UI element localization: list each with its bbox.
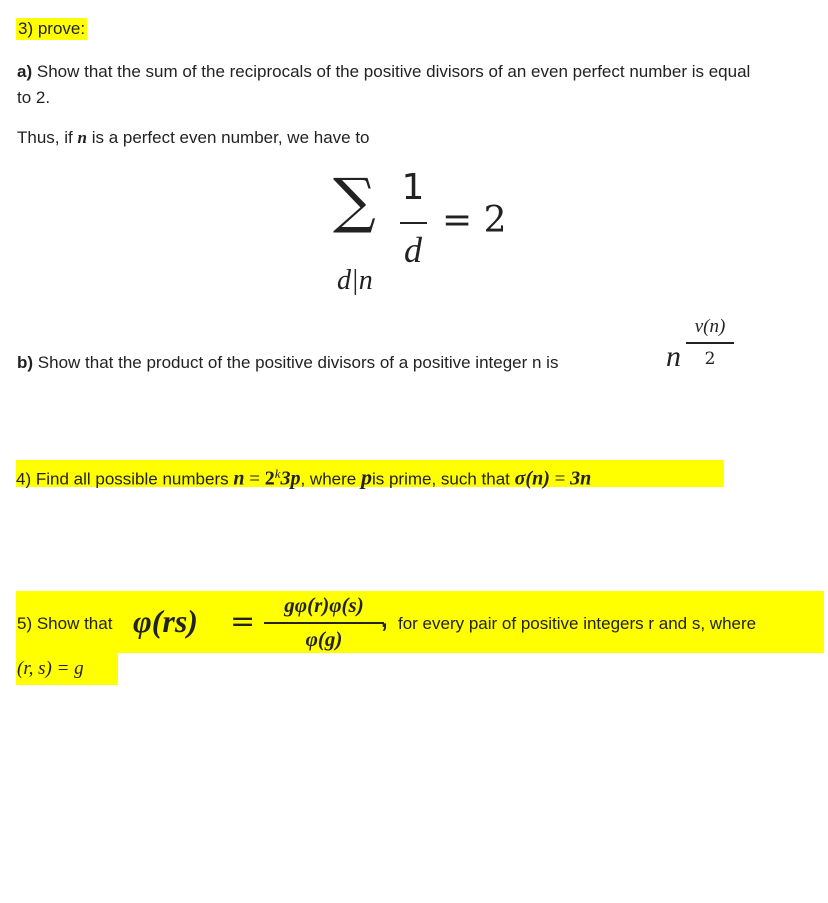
thus-variable-n: n — [77, 128, 87, 147]
sum-fraction-bar — [400, 222, 427, 224]
sum-numerator: 1 — [401, 167, 425, 208]
part-a-text-line2: to 2. — [17, 88, 51, 107]
part-b-line — [17, 352, 558, 374]
thus-suffix: is a perfect even number, we have to — [91, 128, 370, 147]
problem-5-lhs: φ(rs) — [133, 603, 198, 639]
problem-5-suffix: for every pair of positive integers r and s, where — [398, 614, 757, 633]
problem-4 — [16, 460, 724, 490]
problem-4-eq2: = — [549, 468, 571, 490]
sum-equals-two: = 2 — [442, 200, 507, 241]
part-a-text-line1: Show that the sum of the reciprocals of the positive divisors of an even perfect number is equal — [36, 62, 751, 81]
problem-3-heading-text: 3) prove: — [18, 19, 86, 38]
problem-5-fraction-bar — [264, 622, 384, 624]
problem-4-middle: is prime, such that — [371, 469, 510, 489]
thus-prefix: Thus, if — [17, 128, 73, 147]
part-a-line2 — [17, 87, 50, 109]
part-b-base-n: n — [666, 340, 681, 373]
sigma-symbol: ∑ — [333, 166, 376, 236]
problem-4-3p: 3p — [280, 467, 301, 490]
part-b-label: b) — [17, 353, 34, 372]
problem-4-p: p — [360, 464, 372, 490]
problem-4-prefix: 4) Find all possible numbers — [16, 469, 229, 489]
part-a-line1 — [17, 61, 750, 83]
problem-4-sigma-n: σ(n) — [514, 467, 550, 490]
part-a-label: a) — [17, 62, 33, 81]
problem-4-n: n — [233, 467, 245, 490]
sum-denominator: d — [404, 230, 422, 270]
problem-5-line2: (r, s) = g — [16, 653, 118, 685]
problem-3-heading — [16, 18, 87, 40]
problem-5-comma: , — [381, 606, 388, 633]
part-b-exponent-bar — [686, 342, 734, 344]
thus-line — [17, 127, 370, 149]
sum-subscript: d|n — [337, 265, 373, 296]
problem-4-two: 2 — [264, 467, 275, 490]
part-b-exponent-numerator: v(n) — [694, 316, 726, 337]
part-b-exponent-denominator: 2 — [704, 349, 716, 369]
problem-4-k-exponent: k — [274, 466, 281, 481]
problem-4-where: , where — [300, 469, 357, 489]
problem-5-denominator: φ(g) — [305, 627, 343, 651]
problem-5-prefix: 5) Show that — [17, 614, 113, 633]
part-b-text: Show that the product of the positive divisors of a positive integer n is — [37, 353, 559, 372]
problem-5-equals: = — [230, 604, 256, 639]
problem-5-numerator: gφ(r)φ(s) — [284, 593, 364, 617]
problem-4-eq1: = — [244, 468, 265, 490]
problem-4-3n: 3n — [570, 467, 592, 490]
